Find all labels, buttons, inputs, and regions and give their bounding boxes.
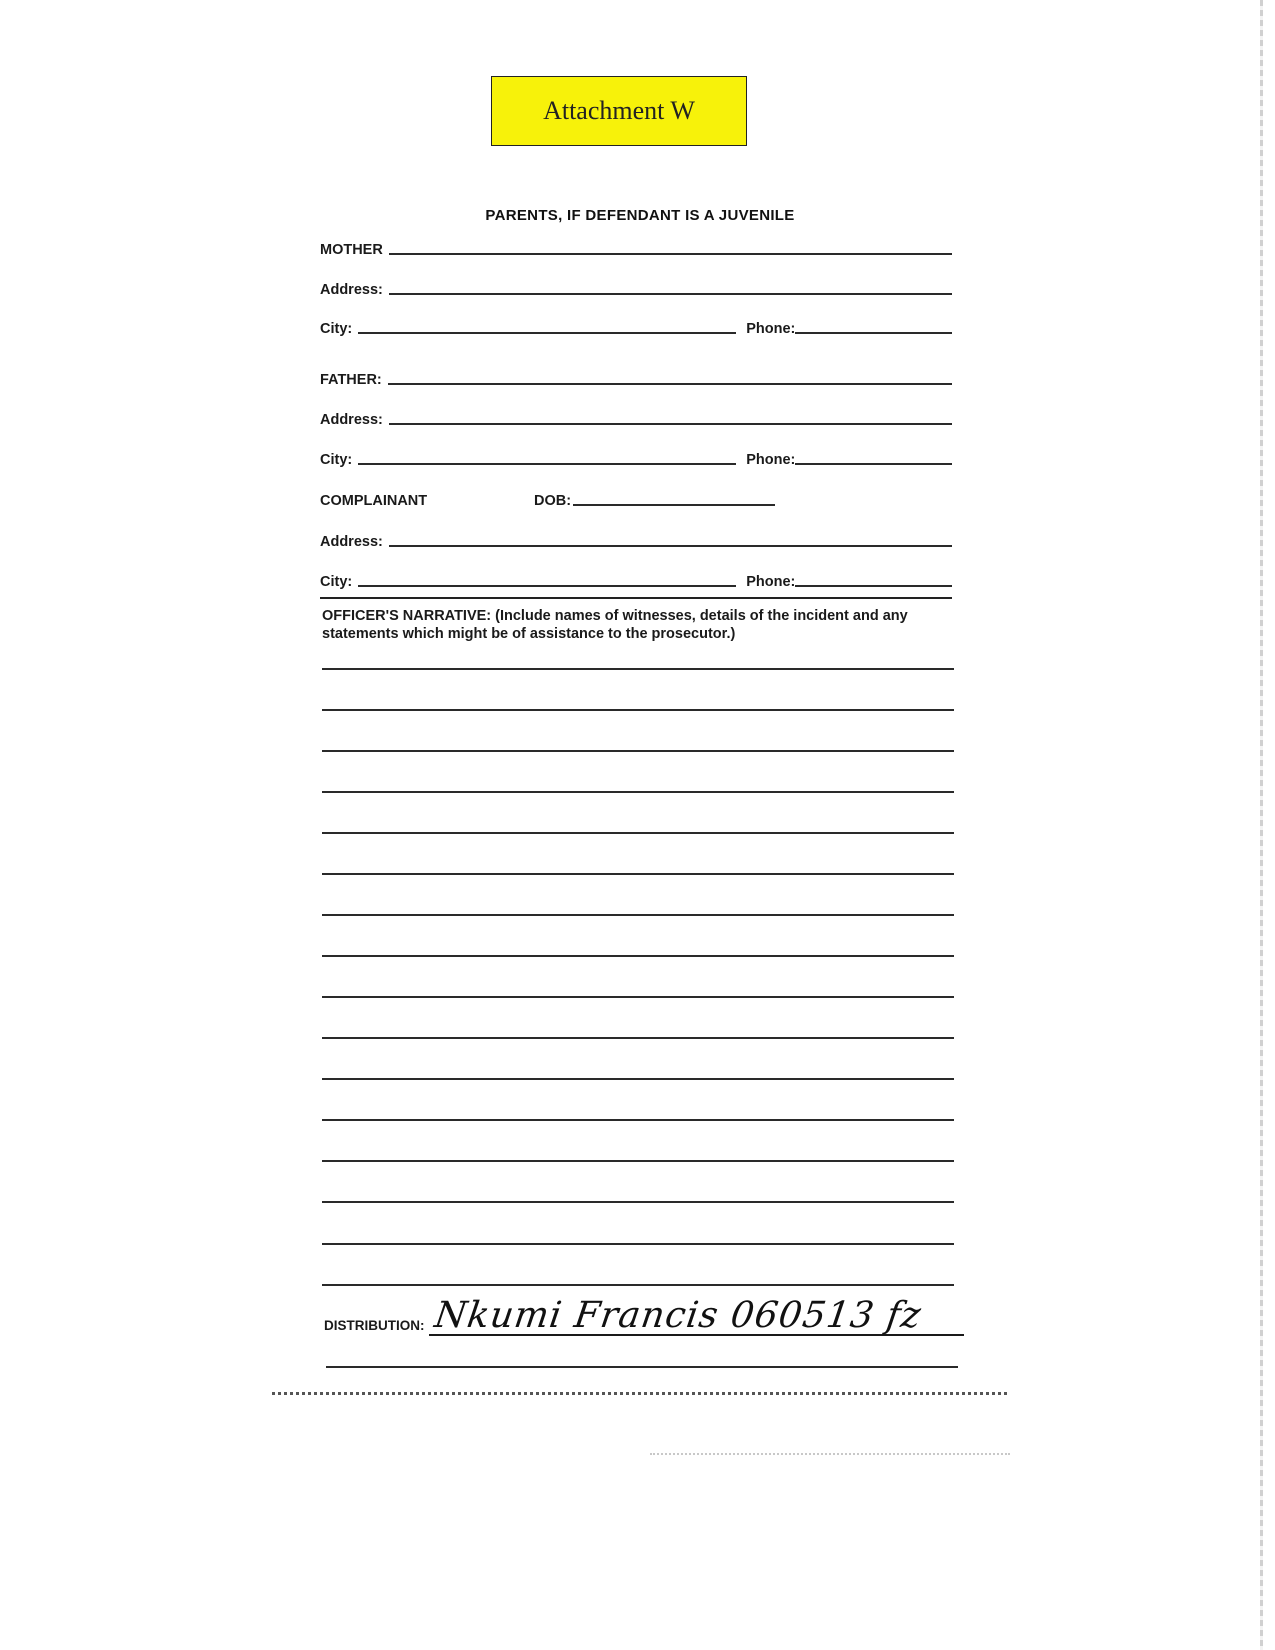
attachment-label-box	[491, 76, 747, 146]
complainant-address-field[interactable]	[389, 545, 952, 547]
narrative-line[interactable]	[322, 996, 954, 998]
father-phone-field[interactable]	[795, 463, 952, 465]
narrative-line[interactable]	[322, 832, 954, 834]
complainant-address-label: Address:	[320, 534, 383, 550]
father-phone-label: Phone:	[746, 452, 796, 468]
narrative-line[interactable]	[322, 1201, 954, 1203]
mother-name-label: MOTHER	[320, 242, 383, 258]
father-address-label: Address:	[320, 412, 383, 428]
complainant-phone-label: Phone:	[746, 574, 796, 590]
father-address-row	[320, 406, 952, 428]
complainant-row	[320, 487, 952, 509]
scan-edge-artifact	[1260, 0, 1263, 1650]
mother-address-label: Address:	[320, 282, 383, 298]
mother-address-field[interactable]	[389, 293, 952, 295]
scan-speckle	[650, 1453, 1010, 1463]
father-name-field[interactable]	[388, 383, 952, 385]
attachment-label: Attachment W	[543, 96, 695, 125]
mother-phone-field[interactable]	[795, 332, 952, 334]
handwritten-distribution: Nkumi Francis 060513 fz	[431, 1295, 924, 1336]
narrative-line[interactable]	[322, 1284, 954, 1286]
narrative-line[interactable]	[322, 1160, 954, 1162]
narrative-heading	[322, 607, 962, 643]
section-divider	[320, 597, 952, 599]
complainant-address-row	[320, 528, 952, 550]
distribution-field[interactable]	[429, 1290, 965, 1336]
narrative-label: OFFICER'S NARRATIVE:	[322, 608, 492, 624]
mother-address-row	[320, 276, 952, 298]
narrative-line[interactable]	[322, 955, 954, 957]
narrative-line[interactable]	[322, 914, 954, 916]
distribution-label: DISTRIBUTION:	[324, 1318, 425, 1333]
complainant-dob-field[interactable]	[573, 504, 775, 506]
narrative-line[interactable]	[322, 1119, 954, 1121]
father-city-field[interactable]	[358, 463, 736, 465]
narrative-line[interactable]	[322, 1243, 954, 1245]
complainant-label: COMPLAINANT	[320, 493, 428, 509]
mother-city-label: City:	[320, 321, 353, 337]
complainant-city-label: City:	[320, 574, 353, 590]
narrative-line[interactable]	[322, 791, 954, 793]
father-city-label: City:	[320, 452, 353, 468]
narrative-line[interactable]	[322, 709, 954, 711]
narrative-line[interactable]	[322, 1078, 954, 1080]
father-city-row	[320, 446, 952, 468]
mother-phone-label: Phone:	[746, 321, 796, 337]
mother-city-field[interactable]	[358, 332, 736, 334]
blank-bottom-line[interactable]	[326, 1366, 958, 1368]
father-name-row	[320, 366, 952, 388]
narrative-line[interactable]	[322, 668, 954, 670]
complainant-phone-field[interactable]	[795, 585, 952, 587]
father-address-field[interactable]	[389, 423, 952, 425]
tear-off-dotted-line	[272, 1392, 1007, 1395]
distribution-row	[324, 1292, 964, 1336]
narrative-line[interactable]	[322, 750, 954, 752]
mother-name-row	[320, 236, 952, 258]
mother-city-row	[320, 315, 952, 337]
form-section-title: PARENTS, IF DEFENDANT IS A JUVENILE	[485, 207, 795, 224]
complainant-city-field[interactable]	[358, 585, 736, 587]
father-name-label: FATHER:	[320, 372, 382, 388]
narrative-line[interactable]	[322, 1037, 954, 1039]
complainant-city-row	[320, 568, 952, 590]
narrative-hint: (Include names of witnesses, details of the incident and any statements which might be of assistance to the prosecutor.)	[322, 608, 908, 642]
mother-name-field[interactable]	[389, 253, 952, 255]
complainant-dob-label: DOB:	[534, 493, 572, 509]
narrative-line[interactable]	[322, 873, 954, 875]
